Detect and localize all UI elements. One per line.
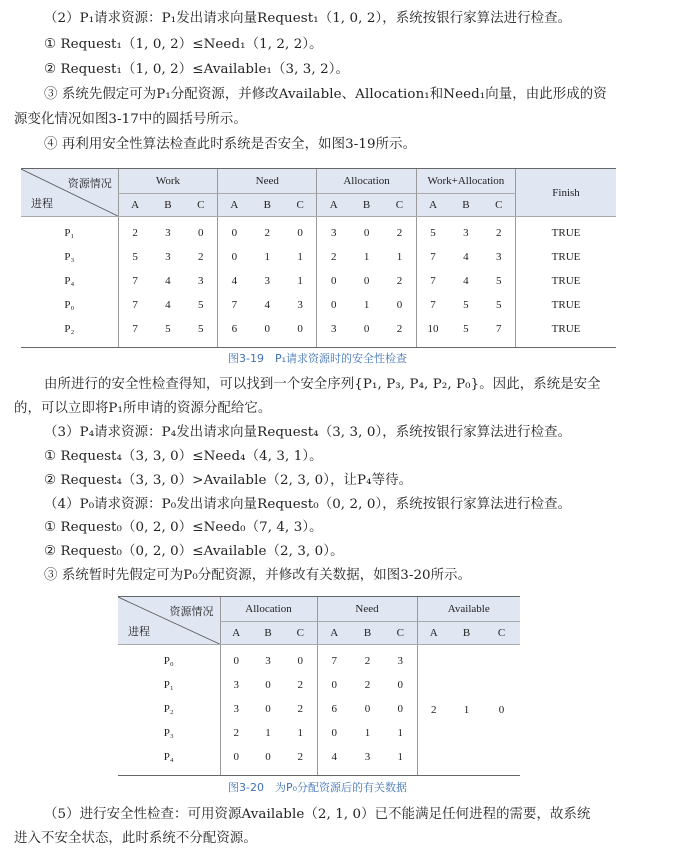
table2-cell: 1 — [297, 727, 303, 739]
table1-cell: 1 — [363, 299, 370, 311]
table2-cell: 3 — [220, 673, 252, 697]
table2-cell: 3 — [220, 697, 252, 721]
table2-cell: 0 — [397, 703, 403, 715]
table1-cell: 5 — [151, 317, 184, 348]
table2-cell: 2 — [297, 679, 303, 691]
table2-cell: 0 — [397, 679, 403, 691]
table1-sub-header: B — [449, 194, 482, 217]
allocation-after-p0-table — [118, 596, 520, 776]
table1-corner-header — [21, 169, 118, 217]
table2-process: P₁ — [163, 679, 174, 691]
table1-cell: 5 — [198, 299, 204, 311]
table2-corner-header — [118, 597, 220, 645]
table1-cell: 0 — [317, 293, 350, 317]
table1-cell: 0 — [350, 317, 383, 348]
table1-cell: 5 — [496, 275, 502, 287]
table1-cell: 7 — [482, 317, 515, 348]
table1-cell: 5 — [449, 317, 482, 348]
table1-cell: 0 — [297, 227, 303, 239]
table1-cell: 4 — [165, 299, 171, 311]
p2-step1: ① Request₁（1, 0, 2）≤Need₁（1, 2, 2）。 — [44, 37, 323, 52]
table1-cell: 5 — [118, 245, 151, 269]
table2-cell: 0 — [220, 745, 252, 776]
table2-sub-header: B — [450, 622, 483, 645]
table2-cell: 0 — [297, 655, 303, 667]
figure-3-19-caption: 图3-19 P₁请求资源时的安全性检查 — [228, 352, 408, 365]
table1-cell: 0 — [317, 269, 350, 293]
table1-group-work-allocation: Work+Allocation — [416, 169, 515, 194]
table1-row — [21, 269, 616, 293]
p2-step4: ④ 再利用安全性算法检查此时系统是否安全，如图3-19所示。 — [44, 137, 417, 152]
table1-cell: 2 — [198, 251, 204, 263]
table1-sub-header: C — [184, 194, 217, 217]
p3-step1: ① Request₄（3, 3, 0）≤Need₄（4, 3, 1）。 — [44, 449, 323, 464]
table2-corner-process-label: 进程 — [128, 626, 150, 638]
table1-cell: 1 — [264, 251, 270, 263]
table2-sub-header: A — [317, 622, 351, 645]
figure-3-20-caption: 图3-20 为P₀分配资源后的有关数据 — [228, 781, 408, 794]
table2-cell: 2 — [364, 679, 371, 691]
p5-line1: （5）进行安全性检查：可用资源Available（2, 1, 0）已不能满足任何进程的需要，故系统 — [44, 807, 591, 822]
table1-cell: 1 — [297, 251, 303, 263]
table1-finish: TRUE — [516, 317, 616, 348]
table1-cell: 0 — [396, 299, 403, 311]
table1-cell: 3 — [317, 217, 350, 246]
p4-step3: ③ 系统暂时先假定可为P₀分配资源，并修改有关数据，如图3-20所示。 — [44, 568, 472, 583]
table1-cell: 2 — [264, 227, 270, 239]
table1-cell: 0 — [251, 317, 284, 348]
table2-sub-header: C — [284, 622, 317, 645]
table1-cell: 4 — [463, 251, 469, 263]
table1-cell: 5 — [463, 299, 469, 311]
table2-corner-resource-label: 资源情况 — [169, 606, 214, 618]
analysis-line1: 由所进行的安全性检查得知，可以找到一个安全序列{P₁, P₃, P₄, P₂, P₀}。因此，系统是安全 — [44, 377, 601, 392]
table1-sub-header: B — [151, 194, 184, 217]
table1-cell: 3 — [264, 275, 270, 287]
table1-finish: TRUE — [516, 245, 616, 269]
table1-finish: TRUE — [516, 217, 616, 246]
table2-group-available: Available — [417, 597, 520, 622]
table1-process: P₁ — [64, 227, 75, 239]
table1-cell: 0 — [218, 217, 251, 246]
table1-cell: 2 — [118, 217, 151, 246]
table2-cell: 2 — [364, 655, 371, 667]
table1-cell: 7 — [118, 269, 151, 293]
table2-group-need: Need — [317, 597, 417, 622]
table1-cell: 5 — [416, 217, 449, 246]
table2-cell: 2 — [297, 703, 303, 715]
table2-cell: 6 — [317, 697, 351, 721]
table1-row — [21, 217, 616, 246]
table2-available-c: 0 — [483, 645, 520, 776]
table1-cell: 2 — [383, 317, 416, 348]
table1-cell: 10 — [416, 317, 449, 348]
table1-sub-header: A — [218, 194, 251, 217]
p2-step3-line2: 源变化情况如图3-17中的圆括号所示。 — [14, 112, 247, 127]
table1-cell: 2 — [396, 227, 403, 239]
table1-cell: 2 — [317, 245, 350, 269]
table1-cell: 5 — [496, 299, 502, 311]
p2-step3-line1: ③ 系统先假定可为P₁分配资源，并修改Available、Allocation₁和Need₁向量，由此形成的资 — [44, 87, 607, 102]
analysis-line2: 的，可以立即将P₁所申请的资源分配给它。 — [14, 401, 272, 416]
table1-cell: 7 — [416, 293, 449, 317]
table2-process: P₃ — [163, 727, 174, 739]
table1-cell: 4 — [165, 275, 171, 287]
table2-cell: 3 — [397, 655, 403, 667]
table1-cell: 3 — [496, 251, 502, 263]
table1-corner-process-label: 进程 — [31, 198, 53, 210]
table1-cell: 3 — [297, 299, 303, 311]
table2-available-b: 1 — [450, 645, 483, 776]
table2-sub-header: A — [220, 622, 252, 645]
table2-cell: 1 — [265, 727, 271, 739]
table2-sub-header: C — [483, 622, 520, 645]
table2-cell: 0 — [252, 745, 284, 776]
table1-cell: 6 — [218, 317, 251, 348]
table2-sub-header: B — [351, 622, 384, 645]
table2-available-a: 2 — [417, 645, 450, 776]
table1-cell: 5 — [184, 317, 217, 348]
table2-process: P₀ — [163, 655, 174, 667]
table1-finish: TRUE — [516, 293, 616, 317]
table1-process: P₄ — [64, 275, 75, 287]
table2-cell: 1 — [397, 727, 403, 739]
table1-finish: TRUE — [516, 269, 616, 293]
table2-sub-header: B — [252, 622, 284, 645]
table1-cell: 3 — [165, 251, 171, 263]
table1-cell: 4 — [463, 275, 469, 287]
table2-cell: 3 — [265, 655, 271, 667]
table1-sub-header: A — [317, 194, 350, 217]
table1-process: P₂ — [21, 317, 118, 348]
table2-cell: 2 — [220, 721, 252, 745]
table2-cell: 0 — [265, 703, 271, 715]
table1-cell: 0 — [284, 317, 317, 348]
p2-intro: （2）P₁请求资源：P₁发出请求向量Request₁（1, 0, 2），系统按银行家算法进行检查。 — [44, 11, 572, 26]
table2-cell: 4 — [317, 745, 351, 776]
table1-row — [21, 245, 616, 269]
table2-cell: 0 — [265, 679, 271, 691]
table1-cell: 3 — [317, 317, 350, 348]
table1-finish-header: Finish — [516, 169, 616, 217]
table1-process: P₃ — [64, 251, 75, 263]
table1-cell: 7 — [118, 317, 151, 348]
table1-cell: 3 — [198, 275, 204, 287]
p3-step2: ② Request₄（3, 3, 0）>Available（2, 3, 0），让P₄等待。 — [44, 473, 413, 488]
table1-sub-header: A — [416, 194, 449, 217]
table1-cell: 0 — [363, 227, 370, 239]
p2-step2: ② Request₁（1, 0, 2）≤Available₁（3, 3, 2）。 — [44, 62, 350, 77]
table1-corner-resource-label: 资源情况 — [67, 178, 112, 190]
safety-check-table — [21, 168, 616, 348]
table1-sub-header: C — [482, 194, 515, 217]
p4-step2: ② Request₀（0, 2, 0）≤Available（2, 3, 0）。 — [44, 544, 344, 559]
table1-row — [21, 317, 616, 348]
table2-process: P₄ — [118, 745, 220, 776]
table2-cell: 1 — [364, 727, 371, 739]
table1-row — [21, 293, 616, 317]
table1-cell: 4 — [218, 269, 251, 293]
p4-intro: （4）P₀请求资源：P₀发出请求向量Request₀（0, 2, 0），系统按银行家算法进行检查。 — [44, 497, 572, 512]
table1-cell: 7 — [218, 293, 251, 317]
table1-cell: 1 — [297, 275, 303, 287]
table1-cell: 4 — [264, 299, 270, 311]
table1-cell: 3 — [165, 227, 171, 239]
table1-sub-header: B — [350, 194, 383, 217]
table1-sub-header: C — [284, 194, 317, 217]
p3-intro: （3）P₄请求资源：P₄发出请求向量Request₄（3, 3, 0），系统按银行家算法进行检查。 — [44, 425, 572, 440]
table1-cell: 2 — [396, 275, 403, 287]
table2-cell: 1 — [384, 745, 417, 776]
table1-cell: 2 — [496, 227, 502, 239]
table1-group-work: Work — [118, 169, 217, 194]
table1-sub-header: C — [383, 194, 416, 217]
table1-process: P₀ — [64, 299, 75, 311]
table2-group-allocation: Allocation — [220, 597, 317, 622]
table1-group-need: Need — [218, 169, 317, 194]
table2-cell: 7 — [317, 645, 351, 674]
table1-group-allocation: Allocation — [317, 169, 416, 194]
table2-cell: 3 — [351, 745, 384, 776]
table1-cell: 1 — [363, 251, 370, 263]
table2-cell: 0 — [364, 703, 371, 715]
table2-cell: 0 — [317, 673, 351, 697]
table1-sub-header: A — [118, 194, 151, 217]
table2-cell: 2 — [284, 745, 317, 776]
table2-sub-header: A — [417, 622, 450, 645]
table2-row — [118, 645, 520, 674]
table1-cell: 1 — [396, 251, 403, 263]
table1-cell: 0 — [363, 275, 370, 287]
table1-cell: 7 — [118, 293, 151, 317]
table2-process: P₂ — [163, 703, 174, 715]
table1-sub-header: B — [251, 194, 284, 217]
table2-cell: 0 — [317, 721, 351, 745]
table2-sub-header: C — [384, 622, 417, 645]
table1-cell: 3 — [463, 227, 469, 239]
p5-line2: 进入不安全状态，此时系统不分配资源。 — [14, 831, 257, 846]
table1-cell: 0 — [218, 245, 251, 269]
table1-cell: 7 — [416, 269, 449, 293]
table2-cell: 0 — [220, 645, 252, 674]
p4-step1: ① Request₀（0, 2, 0）≤Need₀（7, 4, 3）。 — [44, 520, 323, 535]
table1-cell: 7 — [416, 245, 449, 269]
table1-cell: 0 — [198, 227, 204, 239]
